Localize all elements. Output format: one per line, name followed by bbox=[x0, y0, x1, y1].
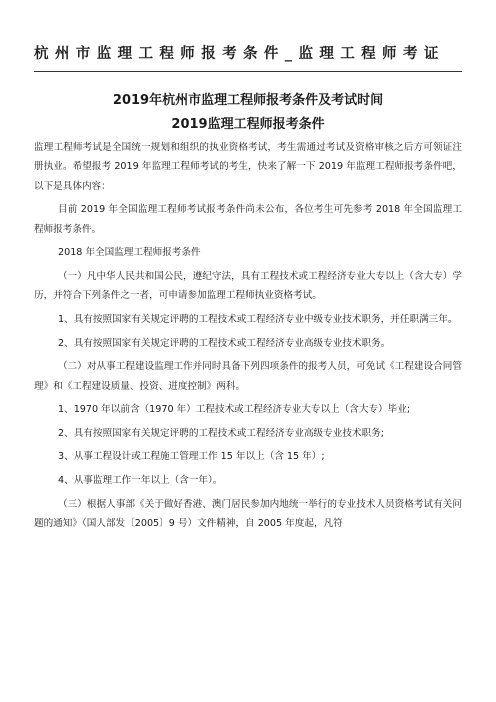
condition-1-paragraph: （一）凡中华人民共和国公民，遵纪守法，具有工程技术或工程经济专业大专以上（含大专）学历，并符合下列条件之一者，可申请参加监理工程师执业资格考试。 bbox=[34, 271, 462, 302]
intro-paragraph: 监理工程师考试是全国统一规划和组织的执业资格考试，考生需通过考试及资格审核之后方可领证注册执业。希望报考 2019 年监理工程师考试的考生，快来了解一下 2019 年监理工程师报考条件吧，以下是具体内容： bbox=[34, 142, 462, 192]
condition-2-item-4: 4、从事监理工作一年以上（含一年）。 bbox=[58, 474, 223, 486]
condition-2-item-2: 2、具有按照国家有关规定评聘的工程技术或工程经济专业高级专业技术职务; bbox=[58, 427, 384, 439]
condition-1-item-2: 2、具有按照国家有关规定评聘的工程技术或工程经济专业高级专业技术职务。 bbox=[58, 337, 391, 349]
condition-1-item-1: 1、具有按照国家有关规定评聘的工程技术或工程经济专业中级专业技术职务，并任职满三年。 bbox=[58, 314, 458, 325]
condition-2-item-1: 1、1970 年以前含（1970 年）工程技术或工程经济专业大专以上（含大专）毕业; bbox=[58, 404, 411, 416]
condition-2-item-3: 3、从事工程设计或工程施工管理工作 15 年以上（含 15 年）; bbox=[58, 451, 325, 463]
condition-2-paragraph: （二）对从事工程建设监理工作并同时具备下列四项条件的报考人员，可免试《工程建设合同管理》和《工程建设质量、投资、进度控制》两科。 bbox=[34, 361, 462, 392]
document-header: 杭州市监理工程师报考条件_监理工程师考证 bbox=[34, 46, 445, 62]
condition-3-paragraph: （三）根据人事部《关于做好香港、澳门居民参加内地统一举行的专业技术人员资格考试有关问题的通知》（国人部发〔2005〕9 号）文件精神，自 2005 年度起，凡符 bbox=[34, 498, 462, 529]
header-rule bbox=[34, 71, 462, 72]
section-heading: 2018 年全国监理工程师报考条件 bbox=[58, 247, 201, 259]
article-body bbox=[34, 138, 462, 538]
article-subtitle: 2019监理工程师报考条件 bbox=[171, 117, 325, 132]
article-title: 2019年杭州市监理工程师报考条件及考试时间 bbox=[112, 93, 384, 108]
note-paragraph: 目前 2019 年全国监理工程师考试报考条件尚未公布，各位考生可先参考 2018 年全国监理工程师报考条件。 bbox=[34, 204, 462, 235]
